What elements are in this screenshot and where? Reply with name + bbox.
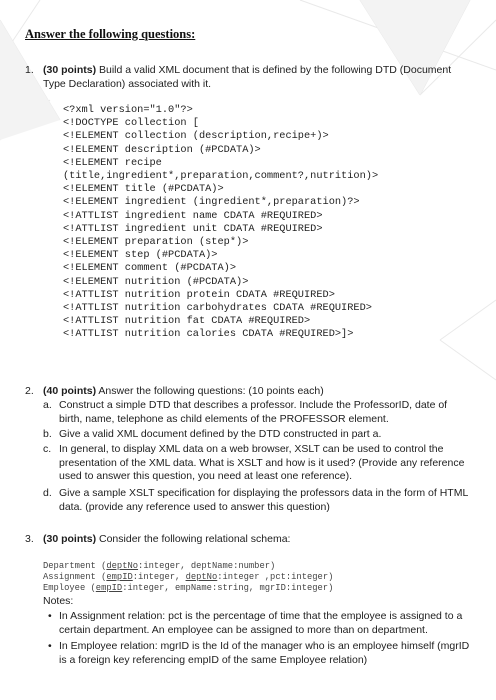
dtd-line: <!ELEMENT collection (description,recipe+)>: [63, 130, 329, 143]
subquestion-letter: a.: [43, 399, 52, 411]
dtd-line: <!ELEMENT step (#PCDATA)>: [63, 249, 218, 262]
dtd-line: <!ATTLIST ingredient unit CDATA #REQUIRED>: [63, 222, 323, 235]
dtd-line: <!ELEMENT recipe: [63, 156, 162, 169]
question-prompt: Consider the following relational schema:: [96, 533, 291, 545]
dtd-line: <!ELEMENT title (#PCDATA)>: [63, 183, 224, 196]
question-number: 1.: [25, 64, 34, 76]
note-text: In Assignment relation: pct is the percentage of time that the employee is assigned to a certain department. An employee can be assigned to more than on department.: [59, 610, 463, 636]
question-1-text: [43, 63, 475, 91]
dtd-line: <!ATTLIST nutrition protein CDATA #REQUIRED>: [63, 288, 335, 301]
dtd-line: (title,ingredient*,preparation,comment?,nutrition)>: [63, 170, 379, 183]
subquestion-letter: d.: [43, 487, 52, 499]
question-prompt: Build a valid XML document that is defined by the following DTD (Document Type Declaration) associated with it.: [43, 64, 452, 90]
dtd-code-block: [63, 104, 483, 342]
dtd-line: <!ELEMENT nutrition (#PCDATA)>: [63, 275, 249, 288]
subquestion-letter: b.: [43, 428, 52, 440]
subquestion-a: [43, 399, 473, 426]
schema-assignment: Assignment (empID:integer, deptNo:integer ,pct:integer): [43, 571, 334, 582]
bullet-icon: •: [48, 610, 52, 622]
question-2-text: [43, 384, 475, 398]
subquestion-text: In general, to display XML data on a web browser, XSLT can be used to control the presentation of the XML data. What is XSLT and how is it used? (Provide any reference used to answer this question, you need at least one reference).: [59, 443, 465, 482]
schema-department: Department (deptNo:integer, deptName:number): [43, 561, 276, 571]
dtd-line: <!ELEMENT description (#PCDATA)>: [63, 143, 261, 156]
question-prompt: Answer the following questions: (10 points each): [96, 385, 324, 397]
dtd-line: <!ELEMENT comment (#PCDATA)>: [63, 262, 237, 275]
dtd-line: <!ATTLIST ingredient name CDATA #REQUIRED>: [63, 209, 323, 222]
subquestion-text: Construct a simple DTD that describes a professor. Include the ProfessorID, date of birth, name, telephone as child elements of the PROFESSOR element.: [59, 399, 448, 425]
primary-key: empID: [95, 582, 123, 593]
note-bullet: [43, 610, 473, 637]
subquestion-letter: c.: [43, 443, 52, 455]
points-label: (40 points): [43, 385, 97, 397]
subquestion-d: [43, 487, 473, 514]
question-2: [25, 384, 475, 398]
dtd-line: <!ATTLIST nutrition fat CDATA #REQUIRED>: [63, 315, 311, 328]
subquestion-text: Give a valid XML document defined by the DTD constructed in part a.: [59, 428, 382, 440]
subquestion-b: [43, 428, 473, 442]
points-label: (30 points): [43, 533, 97, 545]
question-1: [25, 63, 475, 91]
question-3: [25, 532, 475, 546]
dtd-line: <?xml version="1.0"?>: [63, 104, 193, 116]
schema-employee: Employee (empID:integer, empName:string, mgrID:integer): [43, 582, 334, 593]
subquestion-c: [43, 443, 473, 484]
question-3-text: [43, 532, 475, 546]
note-text: In Employee relation: mgrID is the Id of the manager who is an employee himself (mgrID is a foreign key referencing empID of the same Employee relation): [59, 640, 470, 666]
dtd-line: <!DOCTYPE collection [: [63, 117, 199, 130]
question-number: 3.: [25, 533, 34, 545]
dtd-line: <!ELEMENT ingredient (ingredient*,preparation)?>: [63, 196, 360, 209]
bullet-icon: •: [48, 640, 52, 652]
primary-key: empID: [106, 571, 133, 582]
relational-schema: [43, 561, 473, 593]
note-bullet: [43, 640, 473, 667]
dtd-line: <!ELEMENT preparation (step*)>: [63, 236, 249, 249]
page-heading: Answer the following questions:: [25, 27, 196, 41]
dtd-line: <!ATTLIST nutrition calories CDATA #REQUIRED>]>: [63, 328, 354, 341]
dtd-line: <!ATTLIST nutrition carbohydrates CDATA #REQUIRED>: [63, 302, 372, 315]
primary-key: deptNo: [106, 561, 139, 571]
notes-label: Notes:: [43, 595, 74, 607]
primary-key: deptNo: [185, 571, 218, 582]
subquestion-text: Give a sample XSLT specification for displaying the professors data in the form of HTML data. (provide any reference used to answer this question): [59, 487, 468, 513]
question-number: 2.: [25, 385, 34, 397]
points-label: (30 points): [43, 64, 97, 76]
